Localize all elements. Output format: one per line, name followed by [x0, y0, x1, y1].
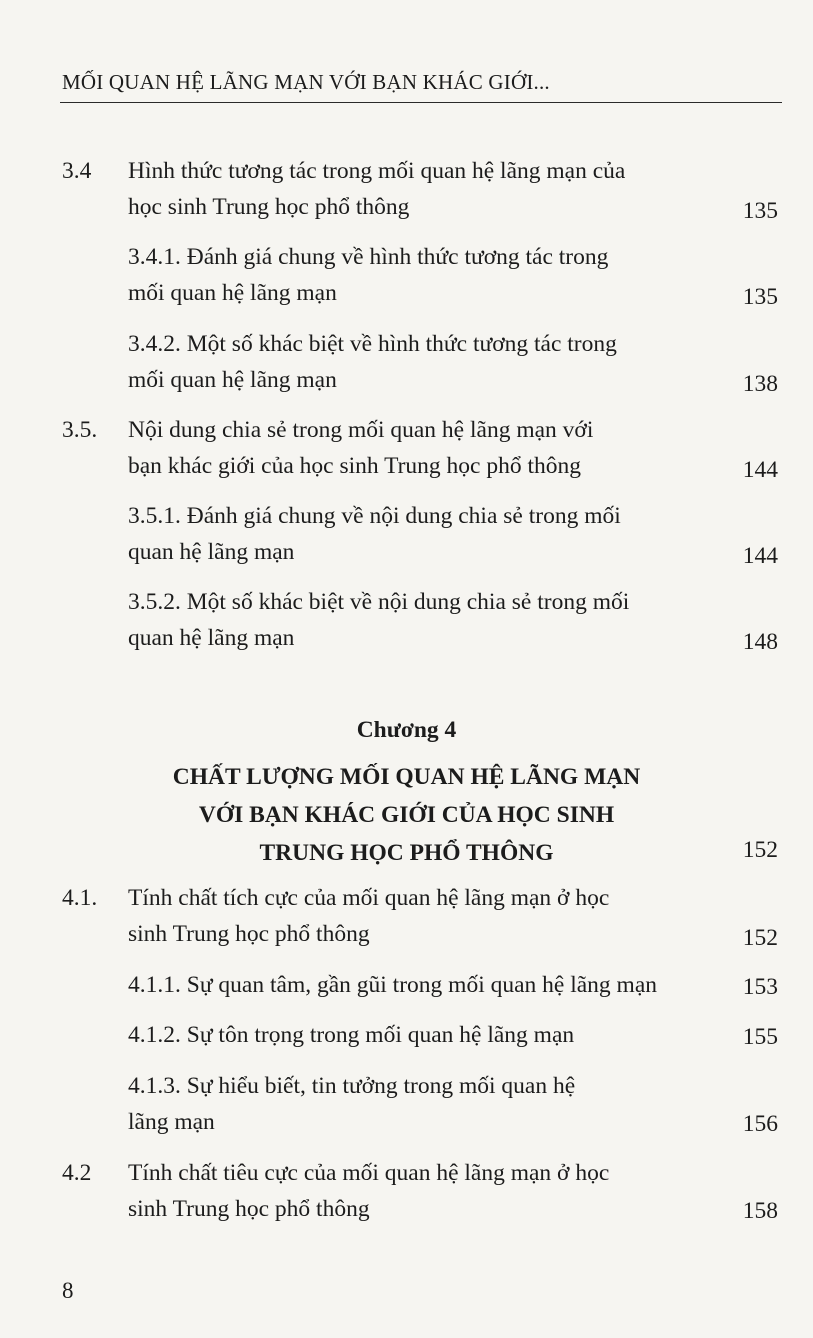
toc-entry-page: 158 — [742, 1198, 778, 1224]
toc-entry-title-line: 4.1.3. Sự hiểu biết, tin tưởng trong mối quan hệ — [128, 1073, 576, 1099]
toc-entry-page: 148 — [742, 629, 778, 655]
toc-entry-title-line: quan hệ lãng mạn — [128, 625, 295, 651]
toc-entry-number: 4.1. — [62, 885, 98, 911]
toc-entry-title-line: Tính chất tiêu cực của mối quan hệ lãng mạn ở học — [128, 1160, 610, 1186]
page-number: 8 — [62, 1278, 74, 1303]
chapter-title-line: VỚI BẠN KHÁC GIỚI CỦA HỌC SINH — [198, 802, 615, 828]
chapter-label: Chương 4 — [356, 717, 457, 743]
toc-entry-title-line: học sinh Trung học phổ thông — [128, 194, 410, 220]
toc-entry-title-line: sinh Trung học phổ thông — [128, 1196, 370, 1222]
toc-entry-title-line: 3.5.1. Đánh giá chung về nội dung chia sẻ trong mối — [128, 503, 621, 529]
toc-entry-title-line: quan hệ lãng mạn — [128, 539, 295, 565]
toc-entry-title-line: sinh Trung học phổ thông — [128, 921, 370, 947]
toc-entry-title-line: 4.1.1. Sự quan tâm, gần gũi trong mối quan hệ lãng mạn — [128, 972, 658, 998]
toc-entry-page: 144 — [742, 543, 778, 569]
toc-entry-title-line: 4.1.2. Sự tôn trọng trong mối quan hệ lãng mạn — [128, 1022, 575, 1048]
toc-entry-title-line: mối quan hệ lãng mạn — [128, 280, 337, 306]
toc-entry-title-line: bạn khác giới của học sinh Trung học phổ thông — [128, 453, 582, 479]
toc-entry-page: 152 — [742, 925, 778, 951]
toc-entry-number: 4.2 — [62, 1160, 92, 1186]
toc-entry-title-line: lãng mạn — [128, 1109, 215, 1135]
toc-entry-page: 135 — [742, 284, 778, 310]
toc-entry-page: 138 — [742, 371, 778, 397]
toc-entry-title-line: Hình thức tương tác trong mối quan hệ lãng mạn của — [128, 158, 626, 184]
chapter-title-line: CHẤT LƯỢNG MỐI QUAN HỆ LÃNG MẠN — [172, 764, 641, 790]
toc-entry-title-line: 3.4.1. Đánh giá chung về hình thức tương tác trong — [128, 244, 609, 270]
toc-entry-page: 153 — [742, 974, 778, 1000]
chapter-title — [0, 758, 813, 872]
toc-entry-title-line: 3.4.2. Một số khác biệt về hình thức tương tác trong — [128, 331, 617, 357]
chapter-title-line: TRUNG HỌC PHỔ THÔNG — [259, 840, 554, 866]
toc-entry-title-line: 3.5.2. Một số khác biệt về nội dung chia sẻ trong mối — [128, 589, 630, 615]
header-divider — [60, 102, 782, 103]
running-header: MỐI QUAN HỆ LÃNG MẠN VỚI BẠN KHÁC GIỚI... — [62, 70, 550, 94]
toc-entry-number: 3.4 — [62, 158, 92, 184]
toc-entry-page: 155 — [742, 1024, 778, 1050]
toc-entry-page: 135 — [742, 198, 778, 224]
toc-entry-number: 3.5. — [62, 417, 98, 443]
chapter-page: 152 — [742, 837, 778, 863]
toc-entry-page: 156 — [742, 1111, 778, 1137]
toc-entry-title-line: Tính chất tích cực của mối quan hệ lãng mạn ở học — [128, 885, 610, 911]
toc-entry-page: 144 — [742, 457, 778, 483]
toc-entry-title-line: Nội dung chia sẻ trong mối quan hệ lãng mạn với — [128, 417, 594, 443]
toc-entry-title-line: mối quan hệ lãng mạn — [128, 367, 337, 393]
